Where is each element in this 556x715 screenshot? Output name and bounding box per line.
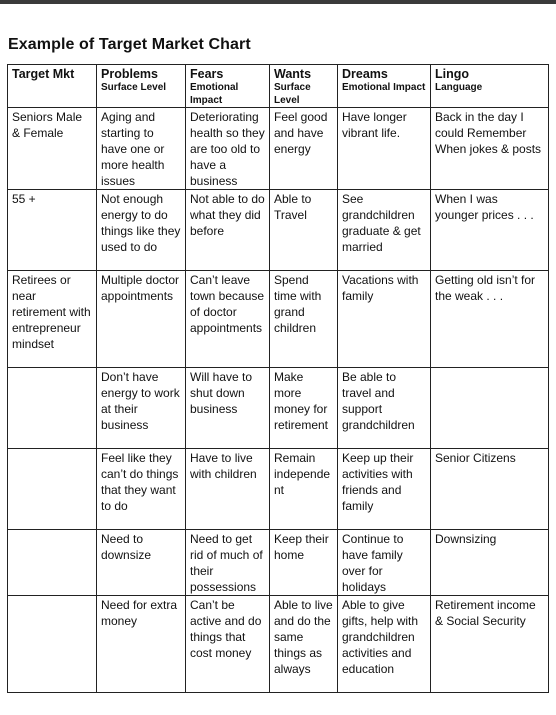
column-heading: Fears (190, 67, 224, 81)
top-border-bar (0, 0, 556, 4)
cell-dreams: See grandchildren graduate & get married (338, 190, 431, 271)
column-heading: Problems (101, 67, 158, 81)
table-header-row (8, 65, 549, 108)
document-title: Example of Target Market Chart (8, 36, 251, 53)
cell-problems: Need for extra money (97, 596, 186, 693)
cell-dreams: Able to give gifts, help with grandchildren activities and education (338, 596, 431, 693)
cell-target-mkt (8, 449, 97, 530)
cell-dreams: Be able to travel and support grandchildren (338, 368, 431, 449)
cell-problems: Aging and starting to have one or more health issues (97, 108, 186, 190)
cell-lingo: When I was younger prices . . . (431, 190, 549, 271)
cell-problems: Need to downsize (97, 530, 186, 596)
cell-fears: Need to get rid of much of their possessions (186, 530, 270, 596)
cell-target-mkt (8, 530, 97, 596)
cell-lingo: Downsizing (431, 530, 549, 596)
column-header-dreams (338, 65, 431, 108)
column-subheading: Emotional Impact (190, 82, 239, 106)
cell-fears: Can’t leave town because of doctor appointments (186, 271, 270, 368)
cell-target-mkt (8, 596, 97, 693)
column-heading: Dreams (342, 67, 388, 81)
cell-dreams: Have longer vibrant life. (338, 108, 431, 190)
cell-wants: Feel good and have energy (270, 108, 338, 190)
cell-wants: Make more money for retirement (270, 368, 338, 449)
column-heading: Wants (274, 67, 312, 81)
cell-dreams: Keep up their activities with friends and family (338, 449, 431, 530)
cell-fears: Not able to do what they did before (186, 190, 270, 271)
cell-wants: Able to Travel (270, 190, 338, 271)
cell-problems: Multiple doctor appointments (97, 271, 186, 368)
table-row (8, 271, 549, 368)
table-row (8, 449, 549, 530)
column-header-problems (97, 65, 186, 108)
cell-fears: Have to live with children (186, 449, 270, 530)
cell-dreams: Vacations with family (338, 271, 431, 368)
cell-problems: Not enough energy to do things like they used to do (97, 190, 186, 271)
cell-target-mkt: 55 + (8, 190, 97, 271)
cell-fears: Will have to shut down business (186, 368, 270, 449)
column-header-wants (270, 65, 338, 108)
cell-lingo: Back in the day I could Remember When jokes & posts (431, 108, 549, 190)
cell-lingo: Getting old isn’t for the weak . . . (431, 271, 549, 368)
table-row (8, 190, 549, 271)
table-row (8, 596, 549, 693)
column-heading: Lingo (435, 67, 470, 81)
cell-lingo: Retirement income & Social Security (431, 596, 549, 693)
cell-target-mkt (8, 368, 97, 449)
cell-dreams: Continue to have family over for holidays (338, 530, 431, 596)
cell-wants: Spend time with grand children (270, 271, 338, 368)
target-market-table (7, 64, 549, 693)
table-row (8, 368, 549, 449)
cell-problems: Feel like they can’t do things that they want to do (97, 449, 186, 530)
cell-wants: Able to live and do the same things as always (270, 596, 338, 693)
column-header-lingo (431, 65, 549, 108)
cell-fears: Deteriorating health so they are too old to have a business (186, 108, 270, 190)
cell-lingo (431, 368, 549, 449)
column-subheading: Surface Level (274, 82, 311, 106)
cell-target-mkt: Seniors Male & Female (8, 108, 97, 190)
cell-fears: Can’t be active and do things that cost money (186, 596, 270, 693)
column-heading: Target Mkt (12, 67, 75, 81)
cell-problems: Don’t have energy to work at their business (97, 368, 186, 449)
table-row (8, 108, 549, 190)
column-header-target-mkt (8, 65, 97, 108)
table-row (8, 530, 549, 596)
cell-lingo: Senior Citizens (431, 449, 549, 530)
column-subheading: Emotional Impact (342, 82, 426, 93)
column-subheading: Surface Level (101, 82, 167, 93)
column-subheading: Language (435, 82, 483, 93)
cell-wants: Remain independent (270, 449, 338, 530)
cell-wants: Keep their home (270, 530, 338, 596)
cell-target-mkt: Retirees or near retirement with entrepreneur mindset (8, 271, 97, 368)
column-header-fears (186, 65, 270, 108)
